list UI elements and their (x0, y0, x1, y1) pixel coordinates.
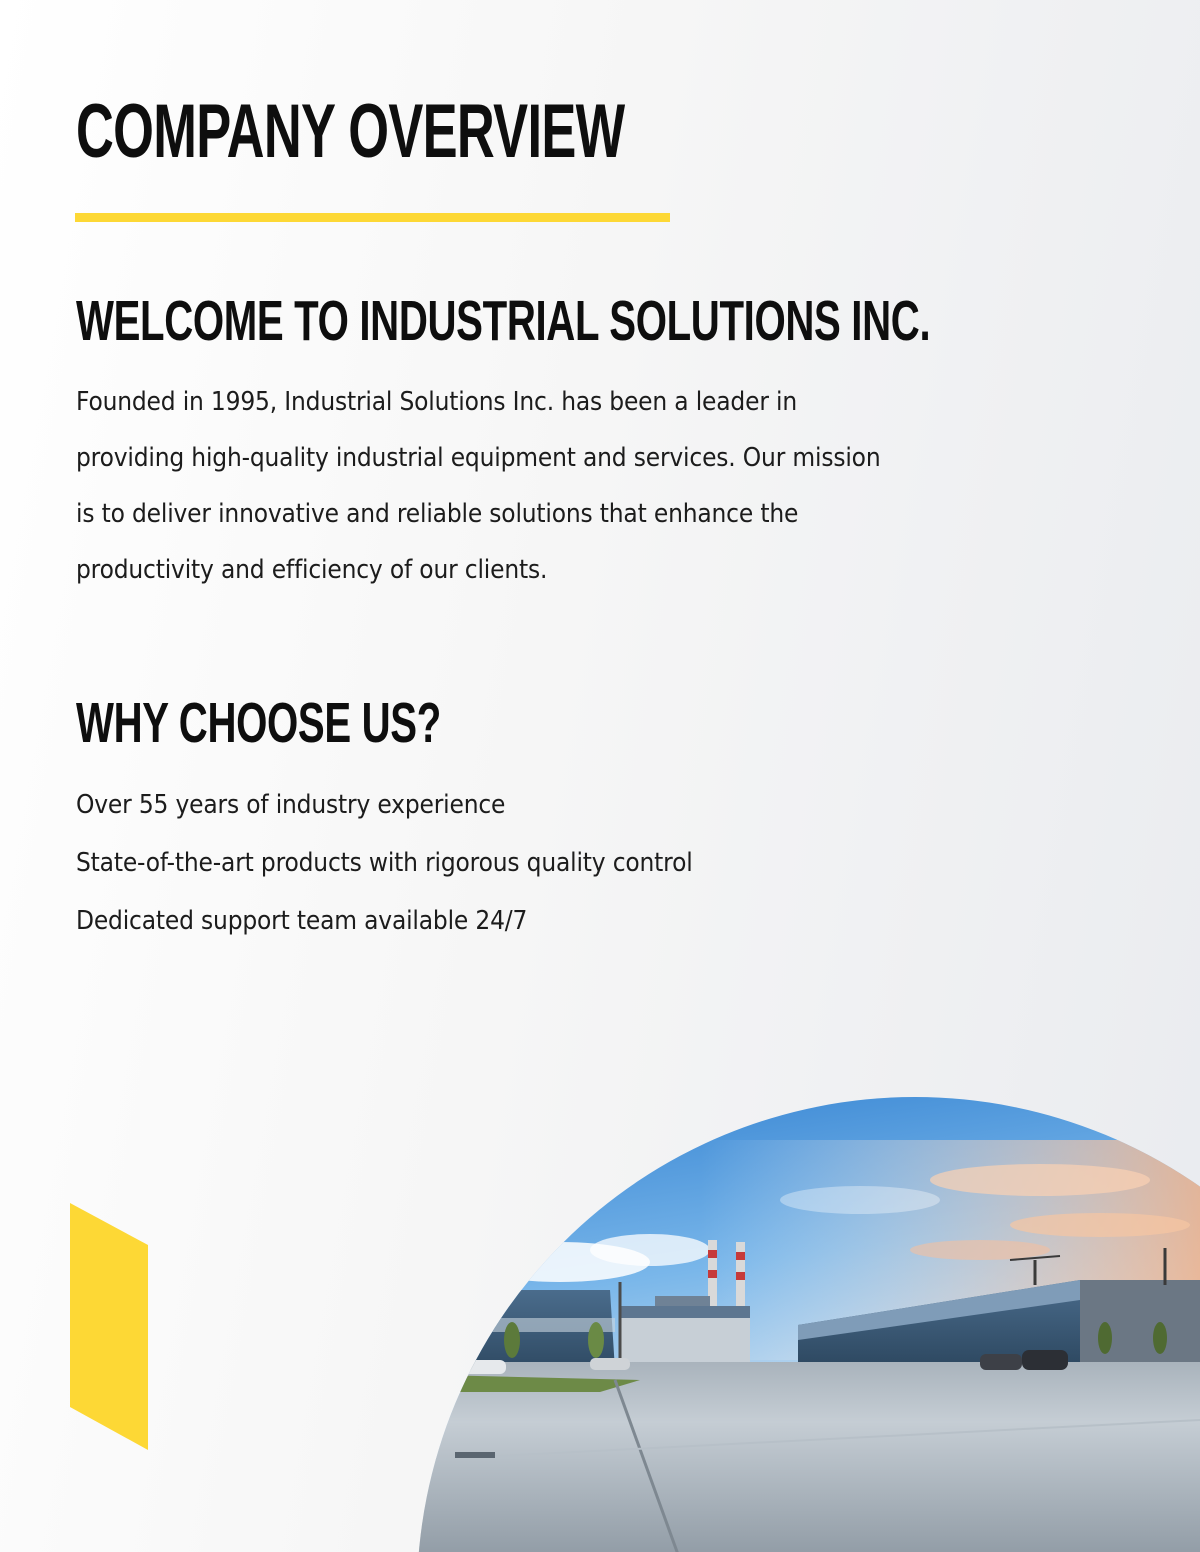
intro-line: providing high-quality industrial equipment and services. Our mission (76, 443, 881, 473)
benefit-item: Over 55 years of industry experience (76, 790, 506, 820)
benefit-item: Dedicated support team available 24/7 (76, 906, 528, 936)
intro-line: is to deliver innovative and reliable solutions that enhance the (76, 499, 799, 529)
welcome-heading: WELCOME TO INDUSTRIAL SOLUTIONS INC. (76, 289, 931, 353)
why-choose-us-heading: WHY CHOOSE US? (76, 691, 441, 755)
page-title: COMPANY OVERVIEW (76, 89, 625, 174)
benefit-item: State-of-the-art products with rigorous quality control (76, 848, 693, 878)
intro-line: productivity and efficiency of our clients. (76, 555, 548, 585)
intro-line: Founded in 1995, Industrial Solutions Inc. has been a leader in (76, 387, 797, 417)
